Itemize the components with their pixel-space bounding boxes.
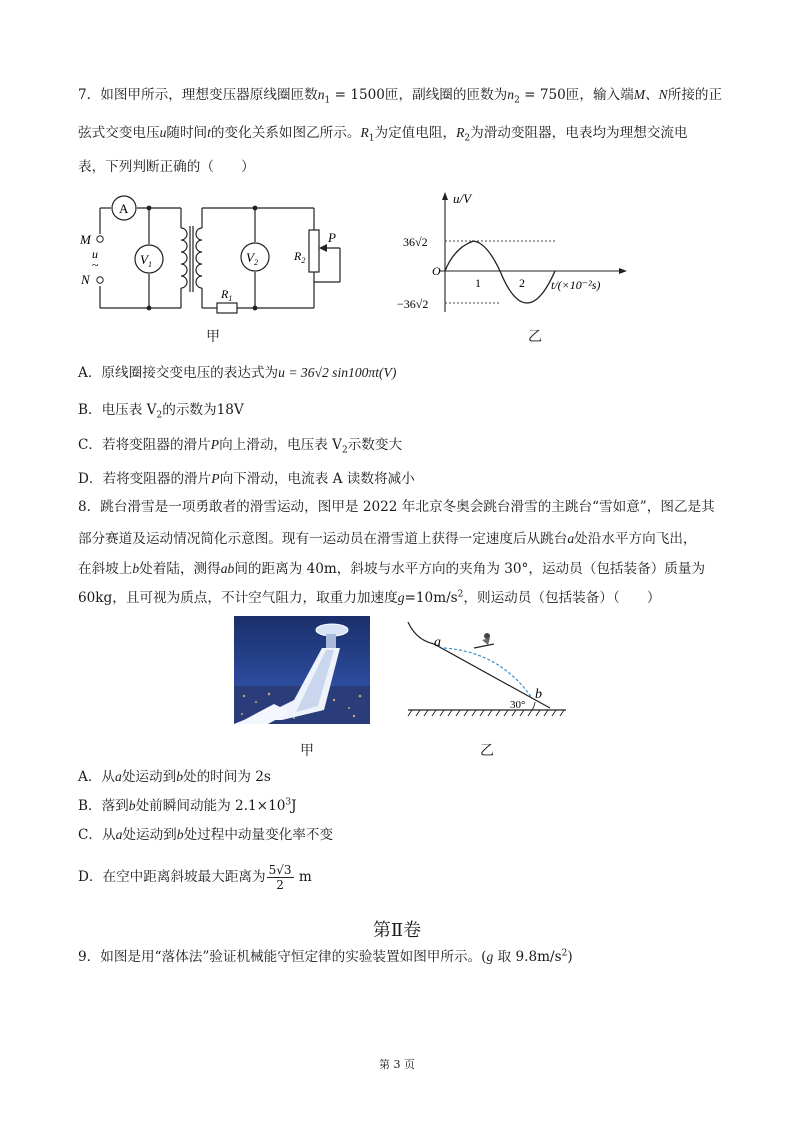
- r1-sub: 1: [368, 133, 375, 144]
- q7-option-c-sub: 2: [341, 445, 348, 456]
- q8-line4-c: ，则运动员（包括装备）（ ）: [463, 590, 661, 606]
- voltage-waveform-graph: [395, 188, 635, 328]
- q8-option-c: [78, 826, 333, 844]
- mn-label: M、N: [633, 87, 668, 102]
- q8-option-a-prefix: A．从: [78, 769, 116, 785]
- q7-option-c-prefix: C．若将变阻器的滑片: [78, 437, 211, 453]
- u-symbol: u: [159, 125, 167, 140]
- q7-line1-a: 7．如图甲所示，理想变压器原线圈匝数: [78, 87, 318, 103]
- q8-line3-c: 间的距离为 40m，斜坡与水平方向的夹角为 30°，运动员（包括装备）质量为: [234, 561, 706, 577]
- q8-line4-a: 60kg，且可视为质点，不计空气阻力，取重力加速度: [78, 590, 398, 606]
- q8-ab: ab: [220, 561, 235, 576]
- q8-option-b-b: b: [128, 798, 136, 813]
- q7-option-b-post: 的示数为18V: [162, 402, 244, 418]
- y-max-label: 36√2: [403, 235, 428, 249]
- y-min-label: −36√2: [397, 297, 429, 311]
- q8-line4-b: =10m/s: [404, 590, 458, 606]
- q8-option-a-mid: 处运动到: [121, 769, 177, 785]
- slope-point-b: b: [535, 687, 542, 702]
- max-distance-fraction: [267, 863, 294, 892]
- q8-g: g: [397, 590, 405, 605]
- input-u-label: u: [92, 247, 98, 261]
- r1-symbol: R: [360, 125, 369, 140]
- fig7-caption-b: 乙: [528, 329, 542, 345]
- q8-line2: [78, 530, 697, 548]
- terminal-m-label: M: [80, 232, 91, 247]
- terminal-n-label: N: [81, 272, 90, 287]
- r2-sub: 2: [464, 133, 471, 144]
- q7-option-d: [78, 470, 415, 488]
- n1-sub: 1: [324, 95, 331, 106]
- fig7-caption-a: 甲: [206, 329, 220, 345]
- q8-point-b: b: [132, 561, 140, 576]
- y-axis-label: u/V: [453, 191, 472, 206]
- slope-angle-label: 30°: [510, 699, 526, 711]
- q7-option-b-prefix: B．电压表 V: [78, 402, 157, 418]
- fig8-caption-a: 甲: [300, 743, 314, 759]
- q8-line3-a: 在斜坡上: [78, 561, 133, 577]
- slope-diagram: [404, 618, 572, 718]
- q7-line2-e: 为滑动变阻器，电表均为理想交流电: [470, 125, 688, 141]
- q9-pre: 9．如图是用“落体法”验证机械能守恒定律的实验装置如图甲所示。(: [78, 949, 487, 965]
- q8-option-d-post: m: [294, 869, 312, 885]
- q7-option-c-p: P: [210, 437, 220, 452]
- q8-option-b-prefix: B．落到: [78, 798, 129, 814]
- q8-option-b: [78, 797, 297, 815]
- q9-g: g: [486, 949, 494, 964]
- circuit-diagram: [78, 190, 368, 320]
- x-axis-label: t/(×10⁻²s): [551, 278, 601, 292]
- q8-option-c-b: b: [176, 827, 184, 842]
- n2-value: = 750匝，输入端: [519, 87, 634, 103]
- q9-mid: 取 9.8m/s: [493, 949, 562, 965]
- q7-line1: [78, 86, 722, 104]
- skier-icon: [474, 633, 494, 648]
- q8-option-b-sup: 3: [285, 797, 292, 808]
- slider-p-label: P: [328, 230, 336, 245]
- n1-symbol: n: [317, 87, 325, 102]
- q7-line2-d: 为定值电阻，: [374, 125, 457, 141]
- q8-line2-b: 处沿水平方向飞出，: [574, 531, 697, 547]
- q7-option-d-prefix: D．若将变阻器的滑片: [78, 471, 212, 487]
- q8-line2-a: 部分赛道及运动情况简化示意图。现有一运动员在滑雪道上获得一定速度后从跳台: [78, 531, 568, 547]
- n2-sub: 2: [514, 95, 520, 106]
- q7-option-d-post: 向下滑动，电流表 A 读数将减小: [219, 471, 415, 487]
- q8-line3: [78, 560, 705, 578]
- q7-option-c-mid: 向上滑动，电压表 V: [219, 437, 342, 453]
- origin-label: O: [432, 264, 441, 278]
- q8-option-a-b: b: [176, 769, 183, 784]
- q7-line2-b: 随时间: [166, 125, 208, 141]
- ac-tilde-icon: ~: [92, 258, 99, 272]
- q8-line4-sup: 2: [457, 589, 464, 600]
- q7-option-c-post: 示数变大: [347, 437, 403, 453]
- q8-option-c-mid: 处运动到: [122, 827, 177, 843]
- q7-line2-c: 的变化关系如图乙所示。: [210, 125, 361, 141]
- q8-option-a-a: a: [115, 769, 122, 784]
- q7-option-a-prefix: A．原线圈接交变电压的表达式为: [78, 365, 279, 381]
- q7-line2: [78, 124, 688, 142]
- q8-option-b-mid: 处前瞬间动能为 2.1×10: [135, 798, 286, 814]
- slope-point-a: a: [434, 635, 441, 650]
- q8-line3-b: 处着陆，测得: [139, 561, 221, 577]
- q9-sup: 2: [561, 948, 568, 959]
- q8-option-a: [78, 768, 271, 786]
- n2-symbol: n: [507, 87, 515, 102]
- q8-option-d: [78, 860, 312, 894]
- v1-label: $V_1$: [140, 252, 152, 269]
- x-tick-2: 2: [519, 276, 525, 290]
- q8-option-c-a: a: [115, 827, 123, 842]
- x-tick-1: 1: [475, 276, 481, 290]
- fraction-numerator: 5√3: [268, 863, 292, 877]
- q9-line: [78, 948, 573, 966]
- q8-line1: 8．跳台滑雪是一项勇敢者的滑雪运动，图甲是 2022 年北京冬奥会跳台滑雪的主跳台“雪如意”，图乙是其: [78, 499, 715, 515]
- r2-symbol: R: [456, 125, 465, 140]
- q7-line1-end: 所接的正: [667, 87, 723, 103]
- n1-value: = 1500匝，副线圈的匝数为: [330, 87, 508, 103]
- section-heading: 第Ⅱ卷: [372, 920, 422, 941]
- q8-point-a: a: [567, 531, 575, 546]
- q8-line4: [78, 589, 661, 607]
- q8-option-c-post: 处过程中动量变化率不变: [183, 827, 334, 843]
- q8-option-d-prefix: D．在空中距离斜坡最大距离为: [78, 869, 266, 885]
- q8-option-b-post: J: [291, 798, 297, 814]
- t-symbol: t: [207, 125, 211, 140]
- r1-label: $R_1$: [221, 287, 233, 303]
- q8-option-a-post: 处的时间为 2s: [182, 769, 271, 785]
- q7-option-c: [78, 436, 402, 454]
- v2-label: $V_2$: [246, 250, 258, 267]
- page-number: 第 3 页: [379, 1058, 415, 1071]
- q7-option-d-p: P: [211, 471, 220, 486]
- q7-option-a-expression: u = 36√2 sin100πt(V): [278, 365, 397, 380]
- q7-option-a: [78, 364, 396, 382]
- q7-line2-a: 弦式交变电压: [78, 125, 160, 141]
- q9-post: ): [567, 949, 573, 965]
- fig8-caption-b: 乙: [480, 743, 494, 759]
- q7-option-b-sub: 2: [156, 410, 163, 421]
- ammeter-label: A: [119, 201, 129, 216]
- fraction-denominator: 2: [276, 878, 284, 892]
- q7-line3: 表，下列判断正确的（ ）: [78, 159, 255, 175]
- sine-curve: [445, 241, 555, 303]
- ski-jump-photo: [234, 616, 370, 724]
- q8-option-c-prefix: C．从: [78, 827, 116, 843]
- q7-option-b: [78, 401, 244, 419]
- r2-label: $R_2$: [294, 249, 306, 265]
